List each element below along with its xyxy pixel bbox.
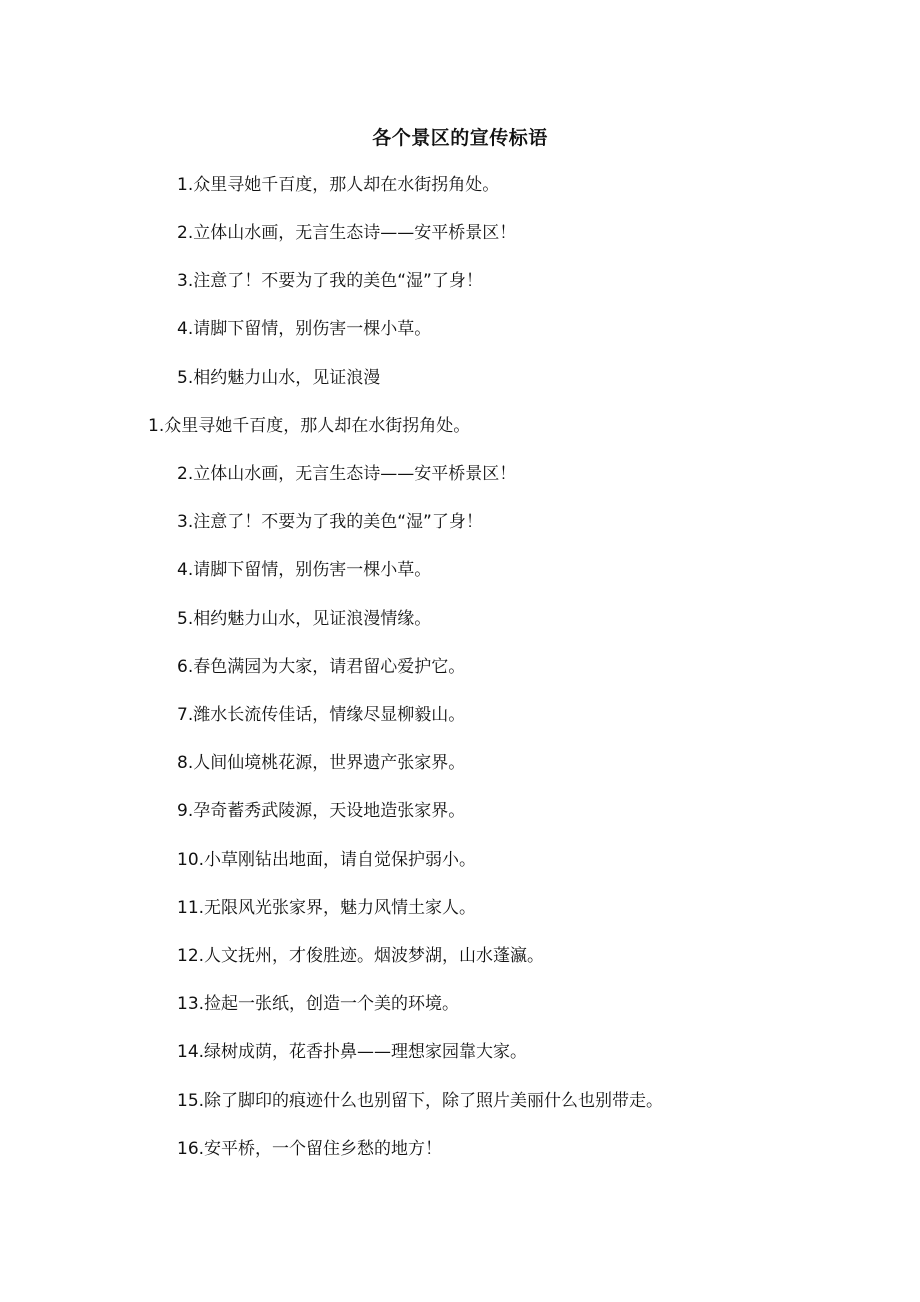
- slogan-line: 14.绿树成荫，花香扑鼻——理想家园靠大家。: [177, 1042, 528, 1062]
- slogan-line: 11.无限风光张家界，魅力风情土家人。: [177, 898, 477, 918]
- slogan-line: 10.小草刚钻出地面，请自觉保护弱小。: [177, 850, 477, 870]
- slogan-line: 3.注意了！不要为了我的美色“湿”了身！: [177, 271, 483, 291]
- slogan-line: 6.春色满园为大家，请君留心爱护它。: [177, 657, 466, 677]
- slogan-line: 12.人文抚州，才俊胜迹。烟波梦湖，山水蓬瀛。: [177, 946, 545, 966]
- slogan-line: 5.相约魅力山水，见证浪漫情缘。: [177, 609, 432, 629]
- slogan-line: 3.注意了！不要为了我的美色“湿”了身！: [177, 512, 483, 532]
- slogan-line: 1.众里寻她千百度，那人却在水街拐角处。: [148, 416, 471, 436]
- slogan-line: 2.立体山水画，无言生态诗——安平桥景区！: [177, 223, 517, 243]
- slogan-line: 5.相约魅力山水，见证浪漫: [177, 368, 381, 388]
- slogan-line: 4.请脚下留情，别伤害一棵小草。: [177, 560, 432, 580]
- slogan-line: 13.捡起一张纸，创造一个美的环境。: [177, 994, 460, 1014]
- slogan-line: 15.除了脚印的痕迹什么也别留下，除了照片美丽什么也别带走。: [177, 1091, 664, 1111]
- slogan-line: 9.孕奇蓄秀武陵源，天设地造张家界。: [177, 801, 466, 821]
- slogan-line: 2.立体山水画，无言生态诗——安平桥景区！: [177, 464, 517, 484]
- slogan-line: 8.人间仙境桃花源，世界遗产张家界。: [177, 753, 466, 773]
- slogan-line: 16.安平桥，一个留住乡愁的地方！: [177, 1139, 443, 1159]
- slogan-line: 7.潍水长流传佳话，情缘尽显柳毅山。: [177, 705, 466, 725]
- slogan-line: 1.众里寻她千百度，那人却在水街拐角处。: [177, 175, 500, 195]
- page-title: 各个景区的宣传标语: [372, 127, 548, 149]
- slogan-line: 4.请脚下留情，别伤害一棵小草。: [177, 319, 432, 339]
